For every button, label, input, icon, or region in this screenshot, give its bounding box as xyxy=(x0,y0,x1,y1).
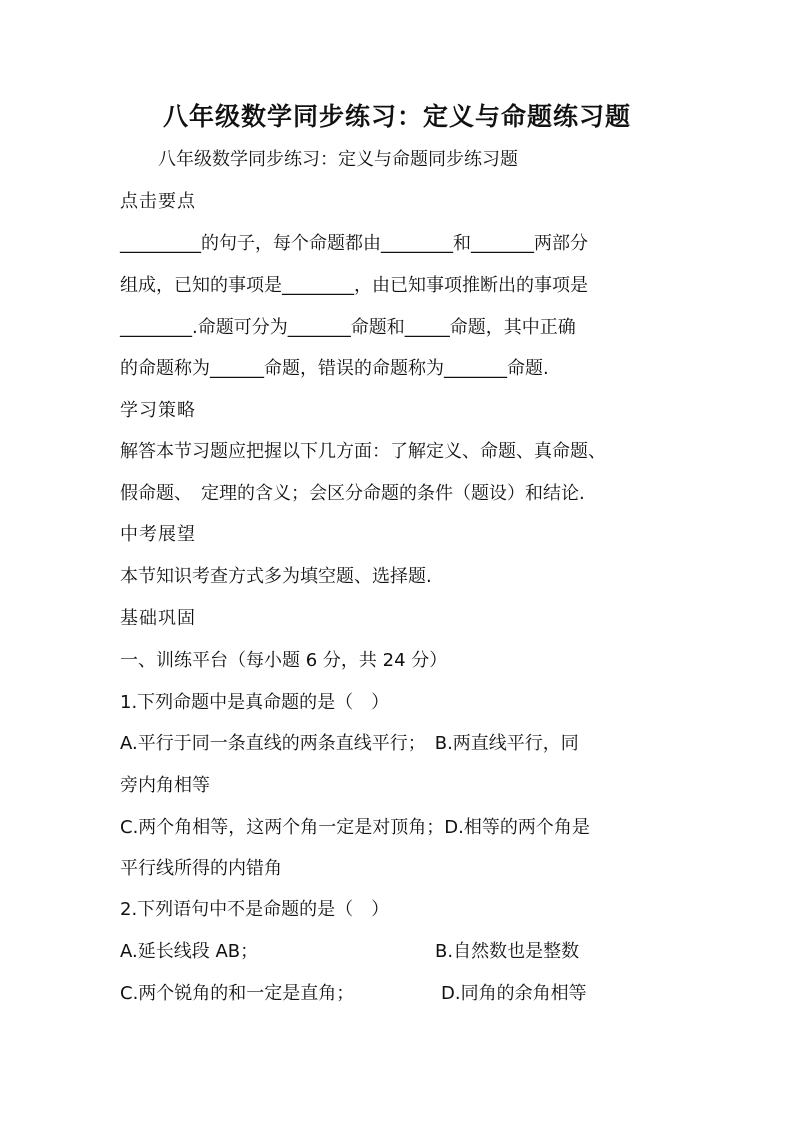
section-heading-outlook: 中考展望 xyxy=(120,524,196,545)
section-heading-strategy: 学习策略 xyxy=(120,400,196,421)
key-points-line: 的命题称为______命题，错误的命题称为_______命题. xyxy=(120,358,549,379)
question-1-line: 平行线所得的内错角 xyxy=(120,858,282,879)
key-points-line: ________.命题可分为_______命题和_____命题，其中正确 xyxy=(120,317,576,338)
question-2-option-a: A.延长线段 AB； xyxy=(120,941,259,962)
document-subtitle: 八年级数学同步练习：定义与命题同步练习题 xyxy=(158,149,518,170)
document-title: 八年级数学同步练习：定义与命题练习题 xyxy=(162,102,631,131)
section-heading-key-points: 点击要点 xyxy=(120,191,196,212)
key-points-line: _________的句子，每个命题都由________和_______两部分 xyxy=(120,233,588,254)
question-1-line: C.两个角相等，这两个角一定是对顶角；D.相等的两个角是 xyxy=(120,817,590,838)
question-2-option-c: C.两个锐角的和一定是直角； xyxy=(120,983,355,1004)
question-1-line: A.平行于同一条直线的两条直线平行； B.两直线平行，同 xyxy=(120,733,579,754)
question-2-option-d: D.同角的余角相等 xyxy=(441,983,587,1004)
question-1-line: 旁内角相等 xyxy=(120,775,210,796)
outlook-line: 本节知识考查方式多为填空题、选择题. xyxy=(120,566,432,587)
key-points-line: 组成，已知的事项是________，由已知事项推断出的事项是 xyxy=(120,275,588,296)
section-heading-basic: 基础巩固 xyxy=(120,608,196,629)
question-2-stem: 2.下列语句中不是命题的是（ ） xyxy=(120,899,390,920)
strategy-line: 假命题、 定理的含义；会区分命题的条件（题设）和结论. xyxy=(120,483,585,504)
question-1-stem: 1.下列命题中是真命题的是（ ） xyxy=(120,692,390,713)
part-title: 一、训练平台（每小题 6 分，共 24 分） xyxy=(120,650,448,671)
question-2-option-b: B.自然数也是整数 xyxy=(435,941,580,962)
strategy-line: 解答本节习题应把握以下几方面：了解定义、命题、真命题、 xyxy=(120,441,606,462)
